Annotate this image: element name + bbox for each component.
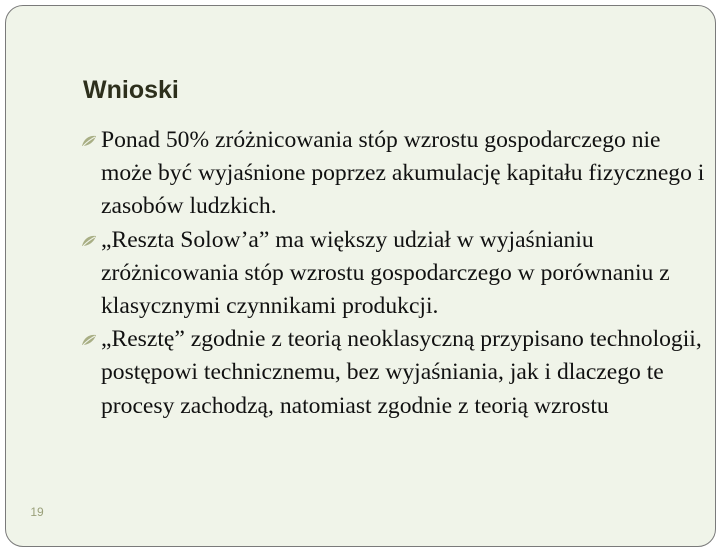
- bullet-item: [79, 124, 715, 224]
- slide: [5, 5, 716, 547]
- bullet-item: [79, 224, 715, 324]
- leaf-bullet-icon: [81, 234, 97, 248]
- bullet-text: „Resztę” zgodnie z teorią neoklasyczną przypisano technologii, postępowi technicznemu, bez wyjaśniania, jak i dlaczego te procesy zachodzą, natomiast zgodnie z teorią wzrostu: [101, 326, 702, 419]
- slide-title: Wnioski: [83, 76, 179, 104]
- bullet-item: [79, 323, 715, 423]
- bullet-text: Ponad 50% zróżnicowania stóp wzrostu gospodarczego nie może być wyjaśnione poprzez akumulację kapitału fizycznego i zasobów ludzkich.: [101, 127, 705, 220]
- leaf-bullet-icon: [81, 134, 97, 148]
- bullet-text: „Reszta Solow’a” ma większy udział w wyjaśnianiu zróżnicowania stóp wzrostu gospodarczego w porównaniu z klasycznymi czynnikami produkcji.: [101, 226, 670, 320]
- bullet-list: [79, 124, 715, 423]
- leaf-bullet-icon: [81, 333, 97, 347]
- page-number: 19: [30, 505, 44, 519]
